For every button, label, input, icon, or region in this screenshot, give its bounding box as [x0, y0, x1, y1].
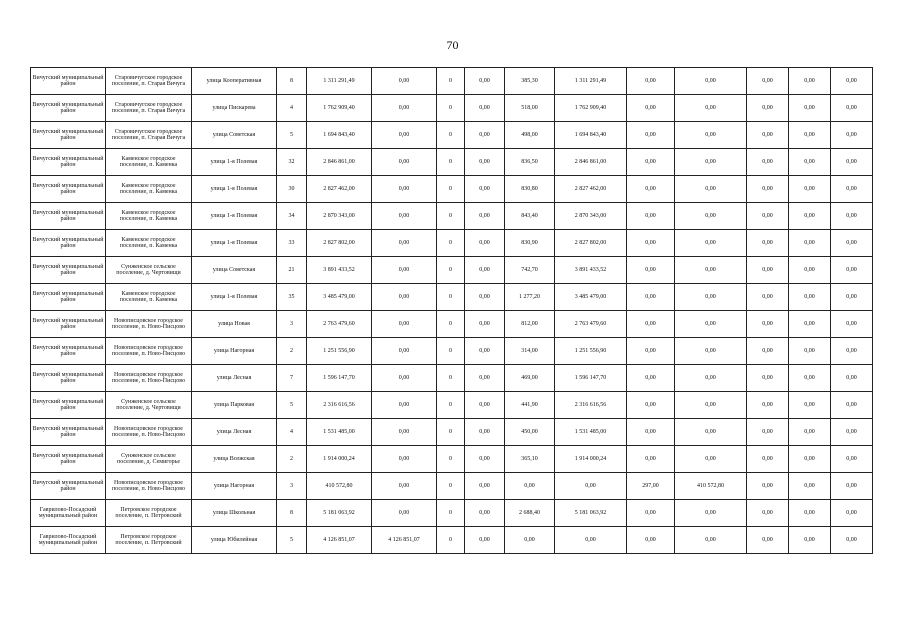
area-cell: 469,00: [505, 365, 555, 392]
street-cell: улица 1-я Полевая: [192, 230, 277, 257]
value-cell: 0,00: [747, 95, 789, 122]
table-row: [31, 257, 873, 284]
total-cost-cell: 2 763 479,60: [307, 311, 372, 338]
value-cell: 0,00: [627, 230, 675, 257]
total-cost-cell: 3 485 479,00: [307, 284, 372, 311]
cost-cell: 3 485 479,00: [555, 284, 627, 311]
cost-cell: 2 870 343,00: [555, 203, 627, 230]
settlement-cell: Новописцовское городское поселение, п. Ново-Писцово: [106, 365, 192, 392]
count-cell: 0: [437, 122, 465, 149]
street-cell: улица Кооперативная: [192, 68, 277, 95]
count-cell: 0: [437, 365, 465, 392]
settlement-cell: Новописцовское городское поселение, п. Ново-Писцово: [106, 419, 192, 446]
table-row: [31, 176, 873, 203]
house-number-cell: 3: [277, 311, 307, 338]
value-cell: 0,00: [627, 203, 675, 230]
house-number-cell: 8: [277, 68, 307, 95]
house-number-cell: 30: [277, 176, 307, 203]
value-cell: 0,00: [627, 68, 675, 95]
table-row: [31, 203, 873, 230]
count-cell: 0: [437, 419, 465, 446]
value-cell: 0,00: [747, 500, 789, 527]
settlement-cell: Старовичугское городское поселение, п. Старая Вичуга: [106, 95, 192, 122]
amount-cell: 0,00: [465, 284, 505, 311]
cost-cell: 1 251 556,90: [555, 338, 627, 365]
value-cell: 0,00: [747, 338, 789, 365]
district-cell: Вичугский муниципальный район: [31, 230, 106, 257]
value-cell: 0,00: [747, 527, 789, 554]
settlement-cell: Сунженское сельское поселение, д. Чертовищи: [106, 257, 192, 284]
count-cell: 0: [437, 68, 465, 95]
amount-cell: 0,00: [465, 122, 505, 149]
fund-cell: 0,00: [372, 122, 437, 149]
amount-cell: 0,00: [465, 230, 505, 257]
fund-cell: 4 126 851,07: [372, 527, 437, 554]
amount-cell: 0,00: [465, 473, 505, 500]
district-cell: Вичугский муниципальный район: [31, 392, 106, 419]
amount-cell: 0,00: [465, 149, 505, 176]
fund-cell: 0,00: [372, 311, 437, 338]
value-cell: 0,00: [831, 122, 873, 149]
value-cell: 0,00: [747, 365, 789, 392]
area-cell: 1 277,20: [505, 284, 555, 311]
street-cell: улица 1-я Полевая: [192, 284, 277, 311]
amount-cell: 0,00: [465, 68, 505, 95]
table-row: [31, 365, 873, 392]
page-number: 70: [446, 38, 459, 52]
settlement-cell: Каменское городское поселение, п. Каменка: [106, 203, 192, 230]
street-cell: улица Нагорная: [192, 473, 277, 500]
amount-cell: 0,00: [465, 95, 505, 122]
district-cell: Вичугский муниципальный район: [31, 68, 106, 95]
value-cell: 0,00: [675, 419, 747, 446]
value-cell: 0,00: [831, 446, 873, 473]
table-row: [31, 149, 873, 176]
total-cost-cell: 2 846 861,00: [307, 149, 372, 176]
area-cell: 365,10: [505, 446, 555, 473]
value-cell: 0,00: [789, 500, 831, 527]
count-cell: 0: [437, 284, 465, 311]
value-cell: 0,00: [831, 149, 873, 176]
cost-cell: 1 762 909,40: [555, 95, 627, 122]
value-cell: 0,00: [747, 392, 789, 419]
cost-cell: 1 694 843,40: [555, 122, 627, 149]
value-cell: 0,00: [831, 257, 873, 284]
cost-cell: 5 181 063,92: [555, 500, 627, 527]
value-cell: 0,00: [831, 419, 873, 446]
count-cell: 0: [437, 527, 465, 554]
area-cell: 498,00: [505, 122, 555, 149]
house-number-cell: 34: [277, 203, 307, 230]
area-cell: 830,80: [505, 176, 555, 203]
table-row: [31, 122, 873, 149]
value-cell: 0,00: [675, 446, 747, 473]
cost-cell: 3 891 433,52: [555, 257, 627, 284]
fund-cell: 0,00: [372, 473, 437, 500]
value-cell: 0,00: [627, 284, 675, 311]
district-cell: Вичугский муниципальный район: [31, 419, 106, 446]
cost-cell: 2 827 802,00: [555, 230, 627, 257]
fund-cell: 0,00: [372, 284, 437, 311]
value-cell: 0,00: [747, 473, 789, 500]
street-cell: улица Парковая: [192, 392, 277, 419]
fund-cell: 0,00: [372, 149, 437, 176]
cost-cell: 2 316 616,56: [555, 392, 627, 419]
value-cell: 0,00: [747, 149, 789, 176]
total-cost-cell: 2 827 802,00: [307, 230, 372, 257]
value-cell: 0,00: [831, 95, 873, 122]
fund-cell: 0,00: [372, 338, 437, 365]
table-row: [31, 527, 873, 554]
value-cell: 0,00: [627, 338, 675, 365]
house-number-cell: 21: [277, 257, 307, 284]
value-cell: 0,00: [747, 419, 789, 446]
value-cell: 0,00: [675, 95, 747, 122]
area-cell: 518,00: [505, 95, 555, 122]
cost-cell: 2 846 861,00: [555, 149, 627, 176]
district-cell: Вичугский муниципальный район: [31, 338, 106, 365]
house-number-cell: 35: [277, 284, 307, 311]
value-cell: 0,00: [747, 176, 789, 203]
total-cost-cell: 1 311 291,49: [307, 68, 372, 95]
value-cell: 0,00: [789, 95, 831, 122]
value-cell: 0,00: [789, 68, 831, 95]
settlement-cell: Каменское городское поселение, п. Каменка: [106, 230, 192, 257]
value-cell: 0,00: [789, 311, 831, 338]
amount-cell: 0,00: [465, 392, 505, 419]
total-cost-cell: 2 827 462,00: [307, 176, 372, 203]
value-cell: 0,00: [789, 527, 831, 554]
value-cell: 0,00: [747, 122, 789, 149]
settlement-cell: Петровское городское поселение, п. Петровский: [106, 500, 192, 527]
housing-repair-table: [30, 67, 873, 554]
settlement-cell: Новописцовское городское поселение, п. Ново-Писцово: [106, 473, 192, 500]
total-cost-cell: 2 870 343,00: [307, 203, 372, 230]
district-cell: Вичугский муниципальный район: [31, 257, 106, 284]
area-cell: 0,00: [505, 527, 555, 554]
amount-cell: 0,00: [465, 446, 505, 473]
value-cell: 0,00: [831, 527, 873, 554]
total-cost-cell: 1 694 843,40: [307, 122, 372, 149]
settlement-cell: Каменское городское поселение, п. Каменка: [106, 149, 192, 176]
value-cell: 0,00: [675, 176, 747, 203]
fund-cell: 0,00: [372, 419, 437, 446]
area-cell: 314,00: [505, 338, 555, 365]
value-cell: 0,00: [831, 284, 873, 311]
value-cell: 297,00: [627, 473, 675, 500]
count-cell: 0: [437, 500, 465, 527]
value-cell: 0,00: [675, 311, 747, 338]
cost-cell: 1 311 291,49: [555, 68, 627, 95]
value-cell: 0,00: [831, 473, 873, 500]
house-number-cell: 2: [277, 446, 307, 473]
fund-cell: 0,00: [372, 203, 437, 230]
settlement-cell: Новописцовское городское поселение, п. Ново-Писцово: [106, 311, 192, 338]
table-row: [31, 311, 873, 338]
house-number-cell: 5: [277, 122, 307, 149]
amount-cell: 0,00: [465, 338, 505, 365]
amount-cell: 0,00: [465, 365, 505, 392]
total-cost-cell: 1 531 485,00: [307, 419, 372, 446]
value-cell: 0,00: [789, 338, 831, 365]
area-cell: 843,40: [505, 203, 555, 230]
amount-cell: 0,00: [465, 176, 505, 203]
fund-cell: 0,00: [372, 230, 437, 257]
amount-cell: 0,00: [465, 419, 505, 446]
count-cell: 0: [437, 149, 465, 176]
value-cell: 0,00: [831, 176, 873, 203]
area-cell: 812,00: [505, 311, 555, 338]
value-cell: 0,00: [627, 500, 675, 527]
area-cell: 385,30: [505, 68, 555, 95]
count-cell: 0: [437, 203, 465, 230]
value-cell: 0,00: [627, 176, 675, 203]
cost-cell: 0,00: [555, 527, 627, 554]
value-cell: 0,00: [675, 230, 747, 257]
value-cell: 0,00: [747, 68, 789, 95]
street-cell: улица Советская: [192, 122, 277, 149]
settlement-cell: Каменское городское поселение, п. Каменка: [106, 284, 192, 311]
value-cell: 0,00: [627, 95, 675, 122]
district-cell: Вичугский муниципальный район: [31, 176, 106, 203]
value-cell: 0,00: [789, 419, 831, 446]
fund-cell: 0,00: [372, 257, 437, 284]
value-cell: 0,00: [789, 149, 831, 176]
value-cell: 0,00: [789, 257, 831, 284]
district-cell: Гаврилово-Посадский муниципальный район: [31, 500, 106, 527]
count-cell: 0: [437, 257, 465, 284]
value-cell: 0,00: [831, 338, 873, 365]
district-cell: Вичугский муниципальный район: [31, 473, 106, 500]
total-cost-cell: 2 316 616,56: [307, 392, 372, 419]
cost-cell: 1 531 485,00: [555, 419, 627, 446]
area-cell: 830,90: [505, 230, 555, 257]
area-cell: 0,00: [505, 473, 555, 500]
house-number-cell: 5: [277, 527, 307, 554]
value-cell: 0,00: [789, 203, 831, 230]
fund-cell: 0,00: [372, 446, 437, 473]
value-cell: 0,00: [675, 338, 747, 365]
street-cell: улица Советская: [192, 257, 277, 284]
value-cell: 0,00: [627, 149, 675, 176]
area-cell: 450,00: [505, 419, 555, 446]
street-cell: улица Нагорная: [192, 338, 277, 365]
value-cell: 0,00: [747, 446, 789, 473]
total-cost-cell: 5 181 063,92: [307, 500, 372, 527]
value-cell: 0,00: [675, 392, 747, 419]
count-cell: 0: [437, 392, 465, 419]
value-cell: 0,00: [627, 392, 675, 419]
value-cell: 0,00: [627, 446, 675, 473]
house-number-cell: 4: [277, 95, 307, 122]
house-number-cell: 2: [277, 338, 307, 365]
value-cell: 0,00: [831, 68, 873, 95]
district-cell: Вичугский муниципальный район: [31, 122, 106, 149]
district-cell: Гаврилово-Посадский муниципальный район: [31, 527, 106, 554]
value-cell: 0,00: [789, 176, 831, 203]
house-number-cell: 33: [277, 230, 307, 257]
total-cost-cell: 4 126 851,07: [307, 527, 372, 554]
value-cell: 0,00: [747, 257, 789, 284]
value-cell: 0,00: [831, 365, 873, 392]
cost-cell: 1 914 000,24: [555, 446, 627, 473]
district-cell: Вичугский муниципальный район: [31, 149, 106, 176]
cost-cell: 2 763 479,60: [555, 311, 627, 338]
table-row: [31, 419, 873, 446]
value-cell: 0,00: [675, 68, 747, 95]
table-body: [31, 68, 873, 554]
district-cell: Вичугский муниципальный район: [31, 365, 106, 392]
street-cell: улица Лесная: [192, 419, 277, 446]
table-row: [31, 284, 873, 311]
house-number-cell: 5: [277, 392, 307, 419]
value-cell: 0,00: [831, 230, 873, 257]
amount-cell: 0,00: [465, 257, 505, 284]
total-cost-cell: 410 572,80: [307, 473, 372, 500]
house-number-cell: 7: [277, 365, 307, 392]
street-cell: улица Новая: [192, 311, 277, 338]
settlement-cell: Старовичугское городское поселение, п. Старая Вичуга: [106, 122, 192, 149]
street-cell: улица Пискарева: [192, 95, 277, 122]
fund-cell: 0,00: [372, 392, 437, 419]
area-cell: 742,70: [505, 257, 555, 284]
count-cell: 0: [437, 473, 465, 500]
value-cell: 0,00: [831, 392, 873, 419]
value-cell: 0,00: [789, 230, 831, 257]
district-cell: Вичугский муниципальный район: [31, 446, 106, 473]
value-cell: 0,00: [789, 284, 831, 311]
street-cell: улица Школьная: [192, 500, 277, 527]
table-row: [31, 500, 873, 527]
value-cell: 0,00: [627, 419, 675, 446]
count-cell: 0: [437, 230, 465, 257]
street-cell: улица 1-я Полевая: [192, 203, 277, 230]
settlement-cell: Новописцовское городское поселение, п. Ново-Писцово: [106, 338, 192, 365]
value-cell: 0,00: [675, 122, 747, 149]
value-cell: 0,00: [747, 311, 789, 338]
amount-cell: 0,00: [465, 500, 505, 527]
fund-cell: 0,00: [372, 68, 437, 95]
count-cell: 0: [437, 176, 465, 203]
value-cell: 0,00: [789, 392, 831, 419]
value-cell: 410 572,80: [675, 473, 747, 500]
value-cell: 0,00: [789, 473, 831, 500]
street-cell: улица 1-я Полевая: [192, 176, 277, 203]
district-cell: Вичугский муниципальный район: [31, 95, 106, 122]
fund-cell: 0,00: [372, 365, 437, 392]
value-cell: 0,00: [675, 365, 747, 392]
count-cell: 0: [437, 338, 465, 365]
area-cell: 836,50: [505, 149, 555, 176]
amount-cell: 0,00: [465, 527, 505, 554]
table-row: [31, 230, 873, 257]
value-cell: 0,00: [831, 500, 873, 527]
settlement-cell: Петровское городское поселение, п. Петровский: [106, 527, 192, 554]
value-cell: 0,00: [675, 284, 747, 311]
house-number-cell: 4: [277, 419, 307, 446]
area-cell: 2 688,40: [505, 500, 555, 527]
total-cost-cell: 1 762 909,40: [307, 95, 372, 122]
amount-cell: 0,00: [465, 311, 505, 338]
fund-cell: 0,00: [372, 176, 437, 203]
house-number-cell: 8: [277, 500, 307, 527]
value-cell: 0,00: [675, 257, 747, 284]
total-cost-cell: 1 251 556,90: [307, 338, 372, 365]
total-cost-cell: 1 914 000,24: [307, 446, 372, 473]
district-cell: Вичугский муниципальный район: [31, 203, 106, 230]
count-cell: 0: [437, 311, 465, 338]
area-cell: 441,90: [505, 392, 555, 419]
street-cell: улица Лесная: [192, 365, 277, 392]
value-cell: 0,00: [747, 284, 789, 311]
fund-cell: 0,00: [372, 500, 437, 527]
street-cell: улица Волжская: [192, 446, 277, 473]
value-cell: 0,00: [831, 203, 873, 230]
table-row: [31, 446, 873, 473]
settlement-cell: Каменское городское поселение, п. Каменка: [106, 176, 192, 203]
value-cell: 0,00: [747, 203, 789, 230]
amount-cell: 0,00: [465, 203, 505, 230]
total-cost-cell: 3 891 433,52: [307, 257, 372, 284]
settlement-cell: Сунженское сельское поселение, д. Чертовищи: [106, 392, 192, 419]
value-cell: 0,00: [675, 527, 747, 554]
street-cell: улица 1-я Полевая: [192, 149, 277, 176]
value-cell: 0,00: [789, 122, 831, 149]
value-cell: 0,00: [627, 311, 675, 338]
value-cell: 0,00: [627, 365, 675, 392]
table-row: [31, 392, 873, 419]
value-cell: 0,00: [627, 122, 675, 149]
value-cell: 0,00: [789, 446, 831, 473]
value-cell: 0,00: [627, 257, 675, 284]
table-row: [31, 95, 873, 122]
house-number-cell: 32: [277, 149, 307, 176]
value-cell: 0,00: [675, 500, 747, 527]
value-cell: 0,00: [831, 311, 873, 338]
district-cell: Вичугский муниципальный район: [31, 311, 106, 338]
table-row: [31, 68, 873, 95]
cost-cell: 0,00: [555, 473, 627, 500]
table-row: [31, 338, 873, 365]
value-cell: 0,00: [675, 149, 747, 176]
value-cell: 0,00: [789, 365, 831, 392]
fund-cell: 0,00: [372, 95, 437, 122]
settlement-cell: Сунженское сельское поселение, д. Семигорье: [106, 446, 192, 473]
cost-cell: 2 827 462,00: [555, 176, 627, 203]
house-number-cell: 3: [277, 473, 307, 500]
table-row: [31, 473, 873, 500]
street-cell: улица Юбилейная: [192, 527, 277, 554]
total-cost-cell: 1 596 147,70: [307, 365, 372, 392]
cost-cell: 1 596 147,70: [555, 365, 627, 392]
value-cell: 0,00: [675, 203, 747, 230]
settlement-cell: Старовичугское городское поселение, п. Старая Вичуга: [106, 68, 192, 95]
value-cell: 0,00: [747, 230, 789, 257]
count-cell: 0: [437, 446, 465, 473]
count-cell: 0: [437, 95, 465, 122]
district-cell: Вичугский муниципальный район: [31, 284, 106, 311]
value-cell: 0,00: [627, 527, 675, 554]
